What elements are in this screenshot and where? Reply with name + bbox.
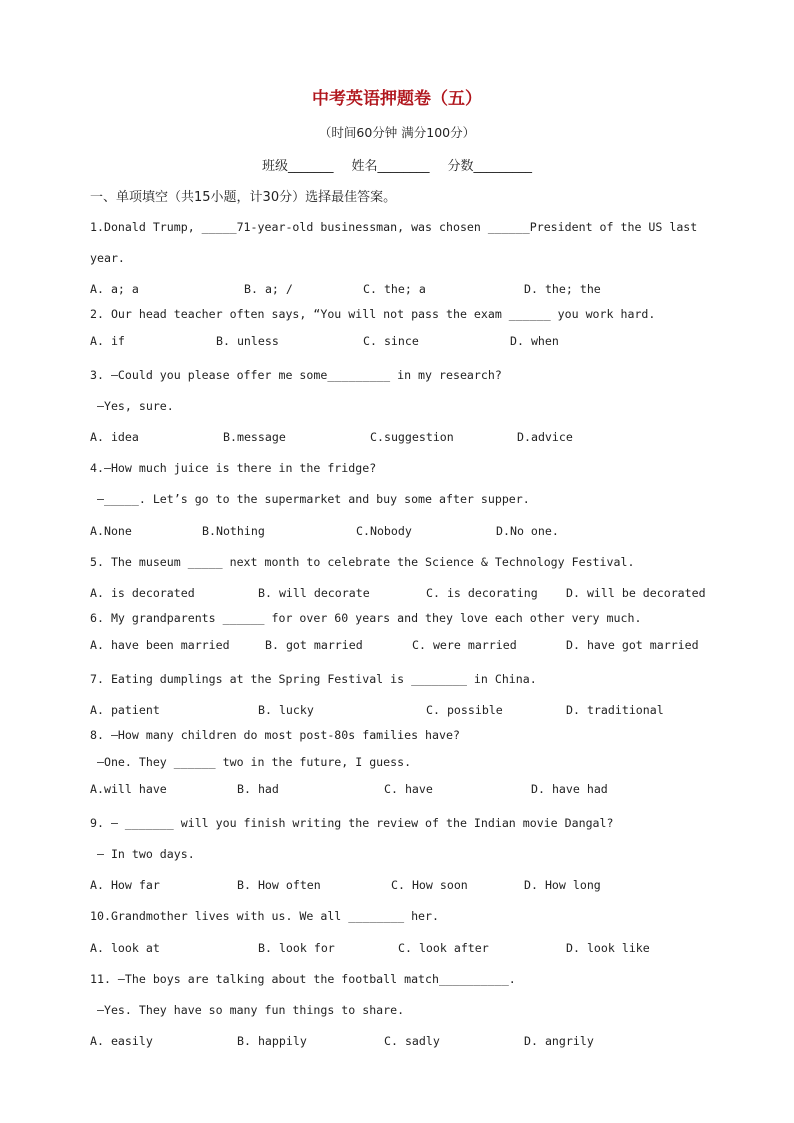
question-11-option-c: C. sadly xyxy=(384,1034,440,1048)
question-10-line-1: 10.Grandmother lives with us. We all ________ her. xyxy=(90,909,440,923)
name-field: 姓名________ xyxy=(351,159,430,174)
question-7-option-a: A. patient xyxy=(90,703,160,717)
question-11-option-a: A. easily xyxy=(90,1034,153,1048)
question-8-option-d: D. have had xyxy=(531,782,608,796)
score-field: 分数_________ xyxy=(447,159,533,174)
exam-subtitle: （时间60分钟 满分100分） xyxy=(318,125,476,140)
question-8-option-c: C. have xyxy=(384,782,433,796)
question-6-line-1: 6. My grandparents ______ for over 60 years and they love each other very much. xyxy=(90,611,642,625)
question-2-option-d: D. when xyxy=(510,334,559,348)
question-6-option-b: B. got married xyxy=(265,638,363,652)
question-4-option-a: A.None xyxy=(90,524,132,538)
question-6-option-c: C. were married xyxy=(412,638,517,652)
question-7-line-1: 7. Eating dumplings at the Spring Festival is ________ in China. xyxy=(90,672,537,686)
question-1-line-2: year. xyxy=(90,251,125,265)
question-9-option-b: B. How often xyxy=(237,878,321,892)
question-5-option-d: D. will be decorated xyxy=(566,586,706,600)
question-9-option-d: D. How long xyxy=(524,878,601,892)
question-8-line-1: 8. —How many children do most post-80s families have? xyxy=(90,728,460,742)
question-1-option-b: B. a; / xyxy=(244,282,293,296)
question-11-line-2: —Yes. They have so many fun things to share. xyxy=(90,1003,405,1017)
question-9-option-a: A. How far xyxy=(90,878,160,892)
question-2-option-b: B. unless xyxy=(216,334,279,348)
question-4-option-d: D.No one. xyxy=(496,524,559,538)
question-2-option-c: C. since xyxy=(363,334,419,348)
question-6-option-d: D. have got married xyxy=(566,638,699,652)
question-5-option-c: C. is decorating xyxy=(426,586,538,600)
question-6-option-a: A. have been married xyxy=(90,638,230,652)
question-3-option-c: C.suggestion xyxy=(370,430,454,444)
question-5-option-b: B. will decorate xyxy=(258,586,370,600)
page-title: 中考英语押题卷（五） xyxy=(312,89,482,109)
question-3-option-b: B.message xyxy=(223,430,286,444)
question-3-line-1: 3. —Could you please offer me some_________ in my research? xyxy=(90,368,502,382)
question-4-line-2: —_____. Let’s go to the supermarket and buy some after supper. xyxy=(90,492,530,506)
question-1-line-1: 1.Donald Trump, _____71-year-old businessman, was chosen ______President of the US last xyxy=(90,220,698,234)
question-11-line-1: 11. —The boys are talking about the football match__________. xyxy=(90,972,516,986)
question-10-option-b: B. look for xyxy=(258,941,335,955)
question-1-option-d: D. the; the xyxy=(524,282,601,296)
question-10-option-d: D. look like xyxy=(566,941,650,955)
question-8-line-2: —One. They ______ two in the future, I guess. xyxy=(90,755,412,769)
question-2-option-a: A. if xyxy=(90,334,125,348)
question-1-option-c: C. the; a xyxy=(363,282,426,296)
question-5-option-a: A. is decorated xyxy=(90,586,195,600)
question-10-option-a: A. look at xyxy=(90,941,160,955)
question-1-option-a: A. a; a xyxy=(90,282,139,296)
question-5-line-1: 5. The museum _____ next month to celebrate the Science & Technology Festival. xyxy=(90,555,635,569)
question-7-option-c: C. possible xyxy=(426,703,503,717)
question-7-option-b: B. lucky xyxy=(258,703,314,717)
question-3-option-a: A. idea xyxy=(90,430,139,444)
question-2-line-1: 2. Our head teacher often says, “You will not pass the exam ______ you work hard. xyxy=(90,307,656,321)
student-info-line xyxy=(0,155,794,174)
class-field: 班级_______ xyxy=(261,159,334,174)
question-4-option-c: C.Nobody xyxy=(356,524,412,538)
question-11-option-d: D. angrily xyxy=(524,1034,594,1048)
question-4-line-1: 4.—How much juice is there in the fridge? xyxy=(90,461,377,475)
question-8-option-b: B. had xyxy=(237,782,279,796)
question-8-option-a: A.will have xyxy=(90,782,167,796)
question-11-option-b: B. happily xyxy=(237,1034,307,1048)
question-4-option-b: B.Nothing xyxy=(202,524,265,538)
question-10-option-c: C. look after xyxy=(398,941,489,955)
question-3-line-2: —Yes, sure. xyxy=(90,399,174,413)
question-9-option-c: C. How soon xyxy=(391,878,468,892)
question-3-option-d: D.advice xyxy=(517,430,573,444)
question-7-option-d: D. traditional xyxy=(566,703,664,717)
question-9-line-2: — In two days. xyxy=(90,847,195,861)
question-9-line-1: 9. — _______ will you finish writing the review of the Indian movie Dangal? xyxy=(90,816,614,830)
section-heading: 一、单项填空（共15小题，计30分）选择最佳答案。 xyxy=(90,190,397,205)
